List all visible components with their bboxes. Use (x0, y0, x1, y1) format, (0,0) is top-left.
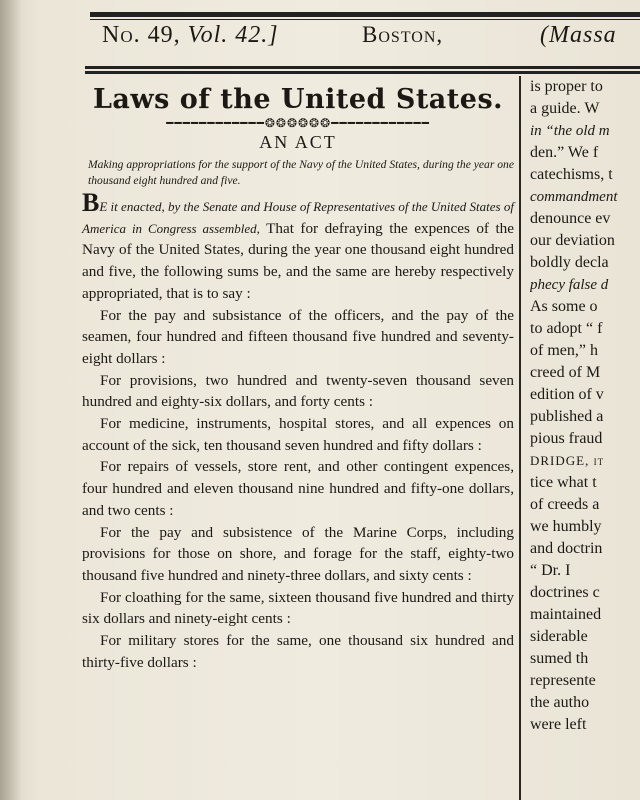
column-line: commandment (530, 189, 618, 205)
column-line: tice what t (530, 474, 597, 491)
act-subtitle: Making appropriations for the support of the Navy of the United States, during the year one thousand eight hundred and five. (88, 158, 514, 187)
volume-number: Vol. 42.] (187, 22, 279, 48)
enacting-body: That for defraying the expences of the Navy of the United States, during the year one thousand eight hundred and five, the following sums be, and the same are hereby respectively appropriated, that is to say : (82, 219, 515, 302)
appropriation-list (82, 305, 514, 674)
enacting-clause (82, 188, 515, 305)
masthead-rule-2 (85, 71, 640, 74)
article-title: Laws of the United States. (92, 84, 504, 115)
column-line: we humbly (530, 518, 602, 535)
top-rule-thick (90, 12, 640, 17)
appropriation-item: For medicine, instruments, hospital stores, and all expences on account of the sick, ten thousand seven hundred and fifty dollars : (82, 415, 514, 454)
drop-cap: B (82, 188, 100, 217)
column-line: DRIDGE, it (530, 453, 605, 468)
column-line: and doctrin (530, 540, 603, 557)
column-line: sumed th (530, 650, 589, 667)
appropriation-item: For the pay and subsistance of the officers, and the pay of the seamen, four hundred and fifteen thousand five hundred and seventy-eight dollars : (82, 306, 514, 367)
column-line: of creeds a (530, 496, 600, 513)
issue-number: No. 49, (102, 22, 181, 48)
act-heading: AN ACT (259, 132, 337, 152)
appropriation-item: For repairs of vessels, store rent, and other contingent expences, four hundred and eleven thousand nine hundred and fifty-one dollars, and two cents : (82, 458, 514, 519)
column-line: a guide. W (530, 100, 600, 117)
column-line: maintained (530, 606, 602, 623)
column-line: of men,” h (530, 342, 598, 359)
column-line: creed of M (530, 364, 601, 381)
column-line: denounce ev (530, 210, 611, 227)
appropriation-item: For cloathing for the same, sixteen thousand five hundred and thirty six dollars and ninety-eight cents : (82, 588, 514, 628)
column-line: were left (530, 716, 587, 733)
column-line: our deviation (530, 232, 615, 249)
column-line: doctrines c (530, 584, 600, 601)
column-line: siderable (530, 628, 588, 645)
column-line: represente (530, 672, 596, 689)
top-rule-thin (90, 19, 640, 20)
column-line: to adopt “ f (530, 320, 603, 337)
column-line: phecy false d (530, 277, 609, 293)
masthead-city: Boston, (362, 22, 444, 47)
adjacent-column (530, 76, 640, 736)
masthead-rule-1 (85, 66, 640, 69)
appropriation-item: For military stores for the same, one thousand six hundred and thirty-five dollars : (82, 632, 514, 671)
appropriation-item: For the pay and subsistence of the Marine Corps, including provisions for those on shore, and forage for the staff, eighty-two thousand five hundred and ninety-three dollars, and sixty cents : (82, 523, 514, 584)
appropriation-item: For provisions, two hundred and twenty-seven thousand seven hundred and eighty-six dollars, and forty cents : (82, 371, 514, 411)
masthead (102, 22, 279, 66)
column-line: published a (530, 408, 604, 425)
masthead-state: (Massa (540, 22, 617, 48)
column-line: catechisms, t (530, 166, 613, 183)
column-line: the autho (530, 694, 590, 711)
column-line: pious fraud (530, 430, 603, 447)
column-divider (519, 76, 521, 800)
column-line: edition of v (530, 386, 604, 403)
article-column (82, 82, 514, 673)
column-line: in “the old m (530, 123, 610, 139)
column-line: As some o (530, 298, 598, 315)
column-line: is proper to (530, 78, 603, 95)
column-line: “ Dr. I (530, 562, 571, 579)
page-edge-shadow (0, 0, 22, 800)
enacting-lead: E it enacted, by the Senate and House of Representatives of the United States of America in Congress assembled, (82, 199, 514, 236)
column-line: den.” We f (530, 144, 599, 161)
ornament-rule: ━━━━━━━━━━━━❂❂❂❂❂❂━━━━━━━━━━━━ (166, 116, 430, 130)
column-line: boldly decla (530, 254, 609, 271)
